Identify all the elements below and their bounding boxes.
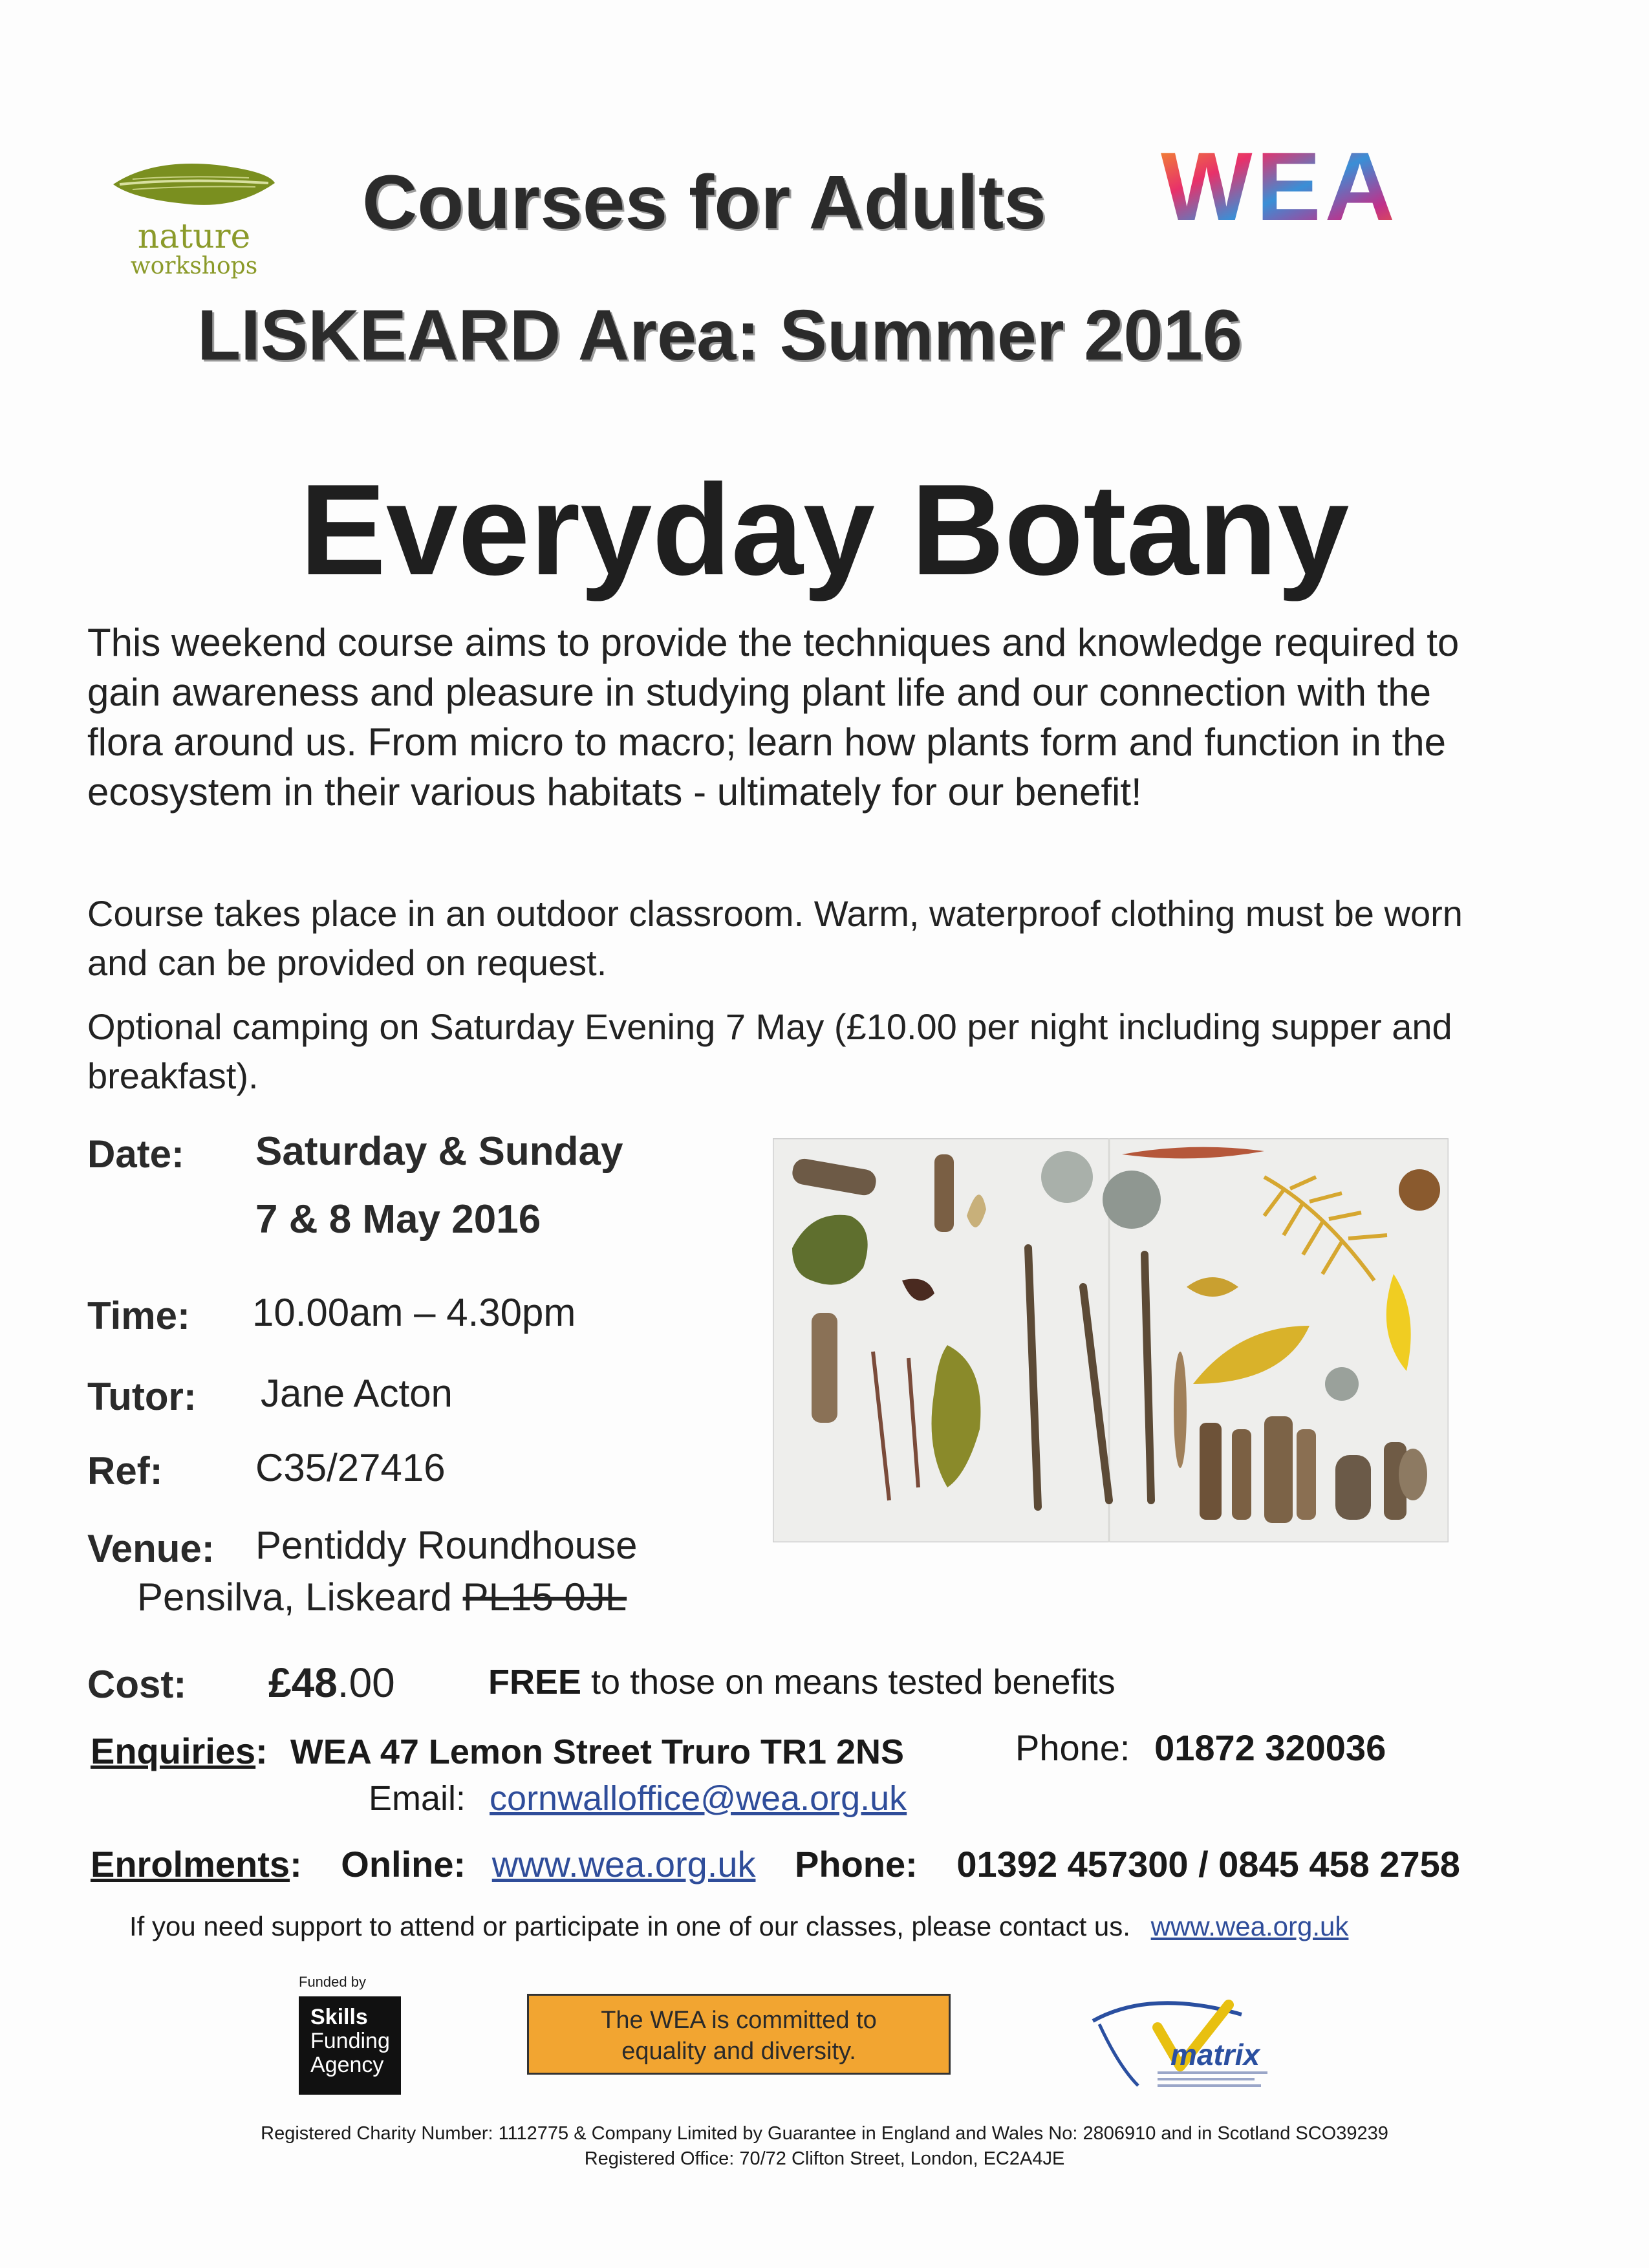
ref-label: Ref: xyxy=(87,1449,163,1493)
wea-logo-text: WEA xyxy=(1161,142,1399,233)
enquiries-address: WEA 47 Lemon Street Truro TR1 2NS xyxy=(290,1733,905,1771)
funded-by-label: Funded by xyxy=(299,1974,366,1990)
support-link[interactable]: www.wea.org.uk xyxy=(1150,1911,1349,1941)
enrolments-row xyxy=(91,1843,1460,1885)
footer-office: Registered Office: 70/72 Clifton Street, London, EC2A4JE xyxy=(584,2148,1065,2169)
enrolments-colon: : xyxy=(290,1844,302,1885)
nature-workshops-logo xyxy=(107,158,281,279)
date-label: Date: xyxy=(87,1132,185,1176)
time-value: 10.00am – 4.30pm xyxy=(252,1291,576,1334)
nature-logo-line1: nature xyxy=(137,217,251,256)
venue-label: Venue: xyxy=(87,1527,215,1570)
matrix-logo-text: matrix xyxy=(1170,2038,1260,2071)
sfa-line2: Funding xyxy=(310,2029,390,2053)
email-link[interactable]: cornwalloffice@wea.org.uk xyxy=(490,1779,907,1818)
footer-registration: Registered Charity Number: 1112775 & Company Limited by Guarantee in England and Wales No: 2806910 and in Scotland SCO39239 xyxy=(261,2123,1388,2144)
enquiries-colon: : xyxy=(255,1731,268,1771)
venue-postcode-struck: PL15 0JL xyxy=(462,1575,627,1619)
enquiries-row xyxy=(91,1730,904,1772)
free-note-text: to those on means tested benefits xyxy=(591,1663,1116,1701)
tutor-label: Tutor: xyxy=(87,1375,197,1418)
venue-town: Pensilva, Liskeard xyxy=(137,1575,452,1619)
support-text: If you need support to attend or participate in one of our classes, please contact us. xyxy=(129,1911,1130,1941)
nature-logo-line2: workshops xyxy=(130,253,258,279)
email-label: Email: xyxy=(369,1779,466,1818)
enquiries-phone-number: 01872 320036 xyxy=(1154,1727,1386,1768)
date-line2: 7 & 8 May 2016 xyxy=(255,1197,541,1242)
leaf-icon xyxy=(107,158,281,217)
page-subtitle: LISKEARD Area: Summer 2016 xyxy=(197,296,1242,375)
cost-label: Cost: xyxy=(87,1663,187,1706)
skills-funding-agency-logo xyxy=(299,1996,401,2095)
time-label: Time: xyxy=(87,1294,190,1337)
botany-specimens-photo xyxy=(773,1138,1449,1542)
page-title: Courses for Adults xyxy=(362,160,1046,245)
enquiries-phone xyxy=(1015,1727,1386,1769)
enrolments-label: Enrolments xyxy=(91,1844,290,1885)
camping-note: Optional camping on Saturday Evening 7 May (£10.00 per night including supper and breakfast). xyxy=(87,1006,1452,1096)
date-line1: Saturday & Sunday xyxy=(255,1129,623,1174)
cost-value-pence: .00 xyxy=(337,1659,395,1706)
matrix-logo xyxy=(1073,1989,1306,2099)
equality-line1: The WEA is committed to xyxy=(601,2007,877,2034)
free-note xyxy=(488,1662,1116,1702)
free-note-bold: FREE xyxy=(488,1663,582,1701)
venue-line2 xyxy=(137,1575,627,1619)
enquiries-label: Enquiries xyxy=(91,1731,256,1771)
enquiries-email-row xyxy=(369,1778,907,1819)
equality-statement-box xyxy=(527,1994,951,2075)
cost-value xyxy=(268,1659,395,1707)
enquiries-phone-label: Phone: xyxy=(1015,1727,1130,1768)
support-line xyxy=(129,1911,1348,1942)
course-title: Everyday Botany xyxy=(299,458,1350,602)
online-label: Online: xyxy=(341,1844,466,1885)
equality-line2: equality and diversity. xyxy=(621,2038,856,2065)
venue-line1: Pentiddy Roundhouse xyxy=(255,1524,638,1567)
sfa-line3: Agency xyxy=(310,2053,384,2077)
online-link[interactable]: www.wea.org.uk xyxy=(491,1844,756,1885)
ref-value: C35/27416 xyxy=(255,1446,446,1489)
tutor-value: Jane Acton xyxy=(261,1372,453,1415)
cost-value-main: £48 xyxy=(268,1659,338,1706)
enrolments-phone-label: Phone: xyxy=(795,1844,918,1885)
outdoor-note: Course takes place in an outdoor classroom. Warm, waterproof clothing must be worn and can be provided on request. xyxy=(87,893,1463,983)
sfa-line1: Skills xyxy=(310,2005,368,2029)
enrolments-phone-number: 01392 457300 / 0845 458 2758 xyxy=(956,1844,1460,1885)
course-description: This weekend course aims to provide the techniques and knowledge required to gain awareness and pleasure in studying plant life and our connection with the flora around us. From micro to macro; learn how plants form and function in the ecosystem in their various habitats - ultimately for our benefit! xyxy=(87,621,1460,814)
wea-logo xyxy=(1161,142,1406,233)
